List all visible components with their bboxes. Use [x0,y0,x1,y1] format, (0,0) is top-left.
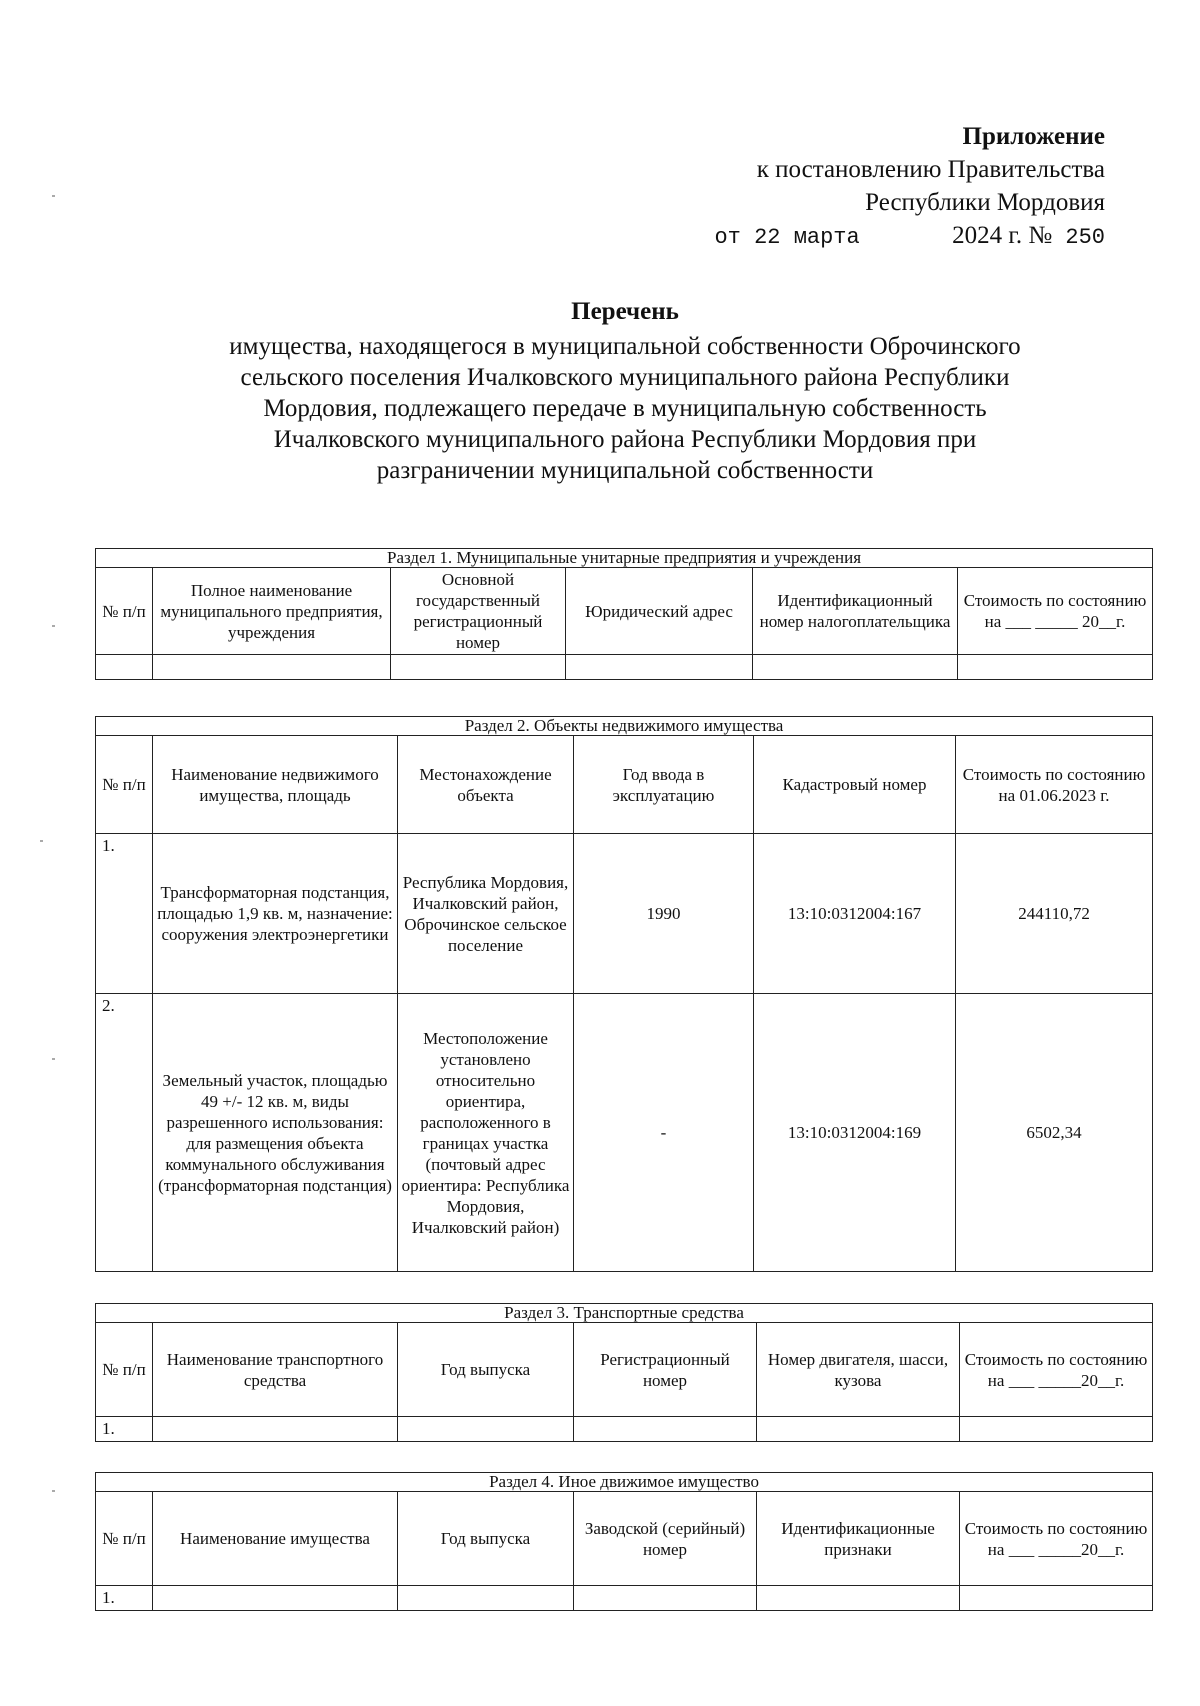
list-title-line-5: разграничении муниципальной собственности [376,457,874,484]
table-row [96,1586,1153,1611]
header-cell: Юридический адрес [566,568,753,655]
commission-year: 1990 [574,834,754,994]
order-number: 250 [1065,225,1105,250]
header-cell: Наименование имущества [153,1492,398,1586]
section-1-table [95,548,1153,680]
order-reference [714,219,1105,254]
order-prefix: от [714,225,741,250]
scan-speck [40,840,43,842]
section-1-title: Раздел 1. Муниципальные унитарные предприятия и учреждения [96,549,1153,568]
header-cell: Заводской (серийный) номер [574,1492,757,1586]
list-heading: Перечень [571,298,679,325]
section-4-table [95,1472,1153,1611]
header-cell: № п/п [96,1323,153,1417]
header-cell: Местонахождение объекта [398,736,574,834]
header-cell: Год ввода в эксплуатацию [574,736,754,834]
scan-speck [52,1058,55,1060]
property-value: 6502,34 [956,994,1153,1272]
table-cell [153,655,391,680]
scan-speck [52,625,55,627]
table-cell [153,1586,398,1611]
header-cell: Год выпуска [398,1492,574,1586]
order-date: 22 марта [754,225,860,250]
header-cell: Стоимость по состоянию на ___ _____20__г. [960,1323,1153,1417]
header-cell: № п/п [96,1492,153,1586]
header-cell: Регистрационный номер [574,1323,757,1417]
header-cell: Стоимость по состоянию на ___ _____ 20__г. [958,568,1153,655]
header-cell: Кадастровый номер [754,736,956,834]
header-cell: Наименование транспортного средства [153,1323,398,1417]
header-cell: № п/п [96,568,153,655]
property-name: Трансформаторная подстанция, площадью 1,9 кв. м, назначение: сооружения электроэнергетики [153,834,398,994]
cadastral-number: 13:10:0312004:167 [754,834,956,994]
section-3-title: Раздел 3. Транспортные средства [96,1304,1153,1323]
header-cell: Идентификационный номер налогоплательщика [753,568,958,655]
table-row [96,1417,1153,1442]
appendix-line-1: к постановлению Правительства [756,156,1105,183]
table-row [96,994,1153,1272]
table-cell [574,1586,757,1611]
scan-speck [52,195,55,197]
section-4-title: Раздел 4. Иное движимое имущество [96,1473,1153,1492]
section-2-table [95,716,1153,1272]
cadastral-number: 13:10:0312004:169 [754,994,956,1272]
header-cell: Наименование недвижимого имущества, площадь [153,736,398,834]
row-number: 2. [96,994,153,1272]
header-cell: Основной государственный регистрационный номер [391,568,566,655]
table-cell [398,1417,574,1442]
property-name: Земельный участок, площадью 49 +/- 12 кв. м, виды разрешенного использования: для размещения объекта коммунального обслуживания (трансформаторная подстанция) [153,994,398,1272]
list-title-line-1: имущества, находящегося в муниципальной собственности Оброчинского [229,333,1021,360]
header-cell: Стоимость по состоянию на ___ _____20__г. [960,1492,1153,1586]
table-cell [753,655,958,680]
row-number: 1. [96,834,153,994]
list-title-line-2: сельского поселения Ичалковского муниципального района Республики [240,364,1010,391]
row-number: 1. [96,1586,153,1611]
table-cell [574,1417,757,1442]
commission-year: - [574,994,754,1272]
section-2-title: Раздел 2. Объекты недвижимого имущества [96,717,1153,736]
property-value: 244110,72 [956,834,1153,994]
table-cell [757,1586,960,1611]
table-cell [398,1586,574,1611]
section-3-table [95,1303,1153,1442]
table-cell [960,1586,1153,1611]
property-location: Местоположение установлено относительно ориентира, расположенного в границах участка (почтовый адрес ориентира: Республика Мордовия, Ичалковский район) [398,994,574,1272]
appendix-title: Приложение [962,123,1105,150]
table-cell [757,1417,960,1442]
header-cell: № п/п [96,736,153,834]
header-cell: Номер двигателя, шасси, кузова [757,1323,960,1417]
table-cell [391,655,566,680]
header-cell: Полное наименование муниципального предприятия, учреждения [153,568,391,655]
scan-speck [52,1490,55,1492]
appendix-line-2: Республики Мордовия [865,189,1105,216]
appendix-block [714,120,1105,254]
table-row [96,834,1153,994]
header-cell: Год выпуска [398,1323,574,1417]
table-row [96,655,1153,680]
table-cell [153,1417,398,1442]
list-title-line-3: Мордовия, подлежащего передаче в муниципальную собственность [263,395,987,422]
list-title-line-4: Ичалковского муниципального района Республики Мордовия при [273,426,977,453]
header-cell: Стоимость по состоянию на 01.06.2023 г. [956,736,1153,834]
table-cell [960,1417,1153,1442]
table-cell [958,655,1153,680]
table-cell [96,655,153,680]
header-cell: Идентификационные признаки [757,1492,960,1586]
table-cell [566,655,753,680]
order-year: 2024 г. № [952,222,1053,249]
list-title-block [100,296,1150,486]
row-number: 1. [96,1417,153,1442]
property-location: Республика Мордовия, Ичалковский район, Оброчинское сельское поселение [398,834,574,994]
